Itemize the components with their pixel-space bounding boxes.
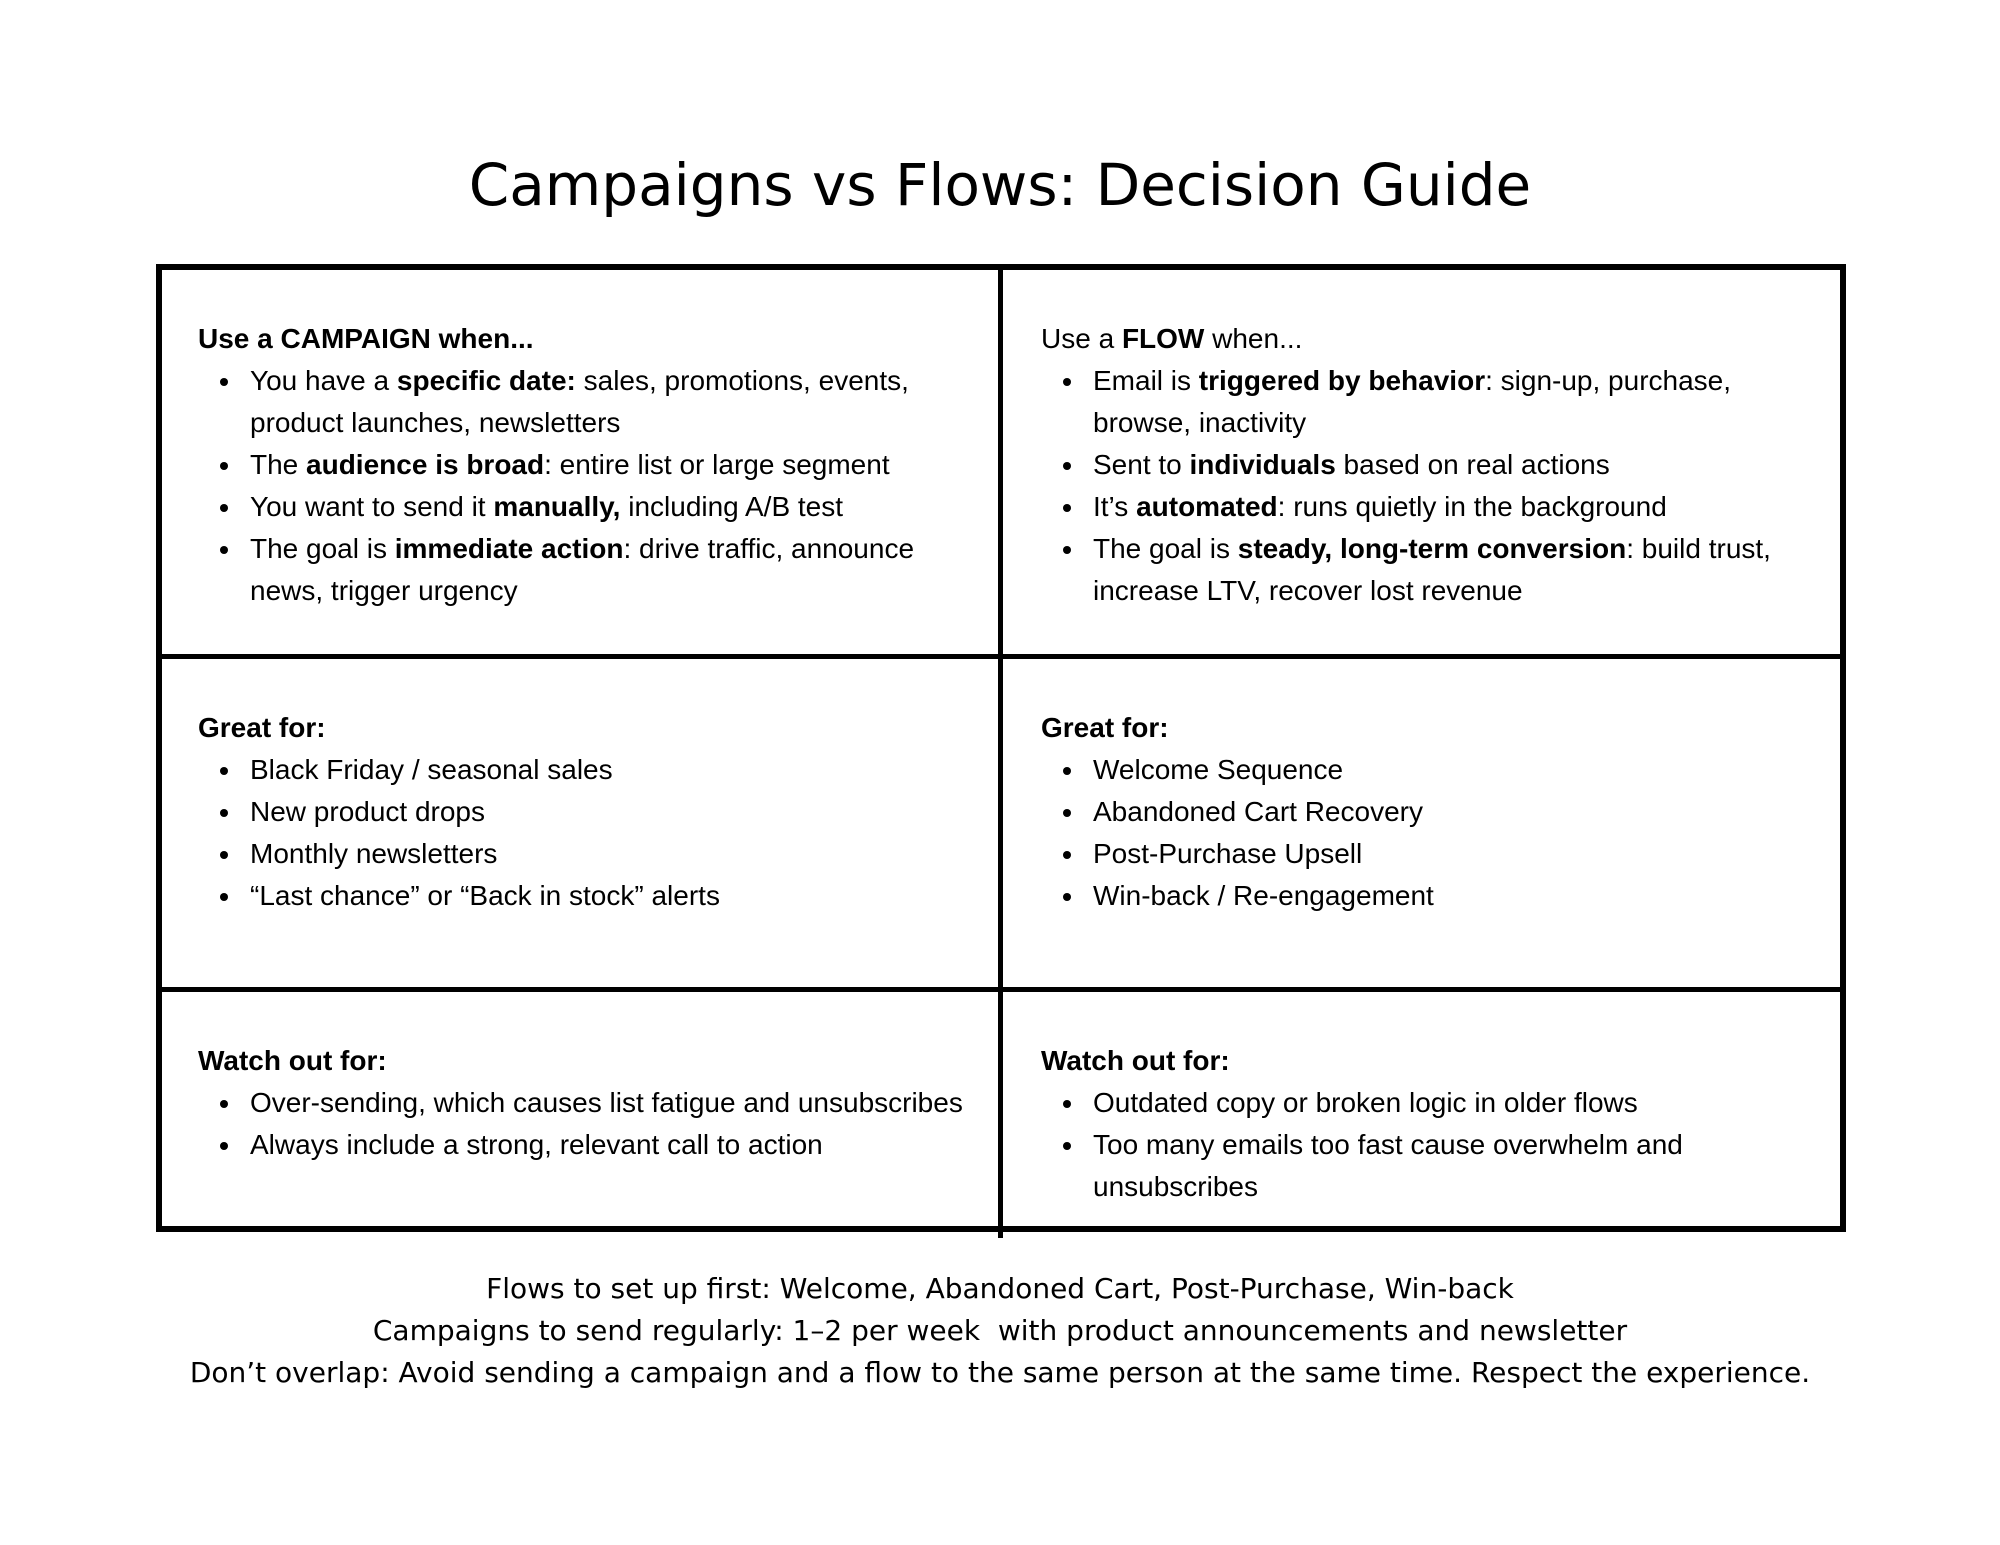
- flow-watch-cell: [1003, 992, 1846, 1238]
- flow-great-cell: [1003, 659, 1846, 992]
- list-item: Always include a strong, relevant call to action: [250, 1124, 978, 1166]
- campaign-use-heading: Use a CAMPAIGN when...: [198, 323, 534, 354]
- list-item: It’s automated: runs quietly in the background: [1093, 486, 1826, 528]
- flow-watch-list: [1041, 1082, 1826, 1208]
- list-item: Black Friday / seasonal sales: [250, 749, 978, 791]
- flow-use-cell: [1003, 270, 1846, 659]
- campaign-watch-cell: [162, 992, 1003, 1238]
- flow-watch-heading: Watch out for:: [1041, 1045, 1230, 1076]
- footer-line: Don’t overlap: Avoid sending a campaign and a flow to the same person at the same time. Respect the experience.: [189, 1356, 1811, 1389]
- list-item: Too many emails too fast cause overwhelm and unsubscribes: [1093, 1124, 1826, 1208]
- list-item: “Last chance” or “Back in stock” alerts: [250, 875, 978, 917]
- campaign-watch-list: [198, 1082, 978, 1166]
- campaign-great-cell: [162, 659, 1003, 992]
- page-title: Campaigns vs Flows: Decision Guide: [468, 151, 1532, 219]
- flow-use-heading: Use a FLOW when...: [1041, 323, 1303, 354]
- list-item: Over-sending, which causes list fatigue and unsubscribes: [250, 1082, 978, 1124]
- decision-table: [156, 264, 1846, 1232]
- footer-notes: [0, 1268, 2000, 1394]
- list-item: The goal is immediate action: drive traffic, announce news, trigger urgency: [250, 528, 978, 612]
- footer-line: Campaigns to send regularly: 1–2 per week with product announcements and newsletter: [372, 1314, 1628, 1347]
- campaign-use-cell: [162, 270, 1003, 659]
- list-item: Post-Purchase Upsell: [1093, 833, 1826, 875]
- list-item: The goal is steady, long-term conversion: build trust, increase LTV, recover lost revenue: [1093, 528, 1826, 612]
- list-item: The audience is broad: entire list or large segment: [250, 444, 978, 486]
- list-item: Outdated copy or broken logic in older flows: [1093, 1082, 1826, 1124]
- flow-great-list: [1041, 749, 1826, 917]
- footer-line: Flows to set up first: Welcome, Abandoned Cart, Post-Purchase, Win-back: [486, 1272, 1514, 1305]
- list-item: You want to send it manually, including A/B test: [250, 486, 978, 528]
- list-item: Sent to individuals based on real actions: [1093, 444, 1826, 486]
- flow-great-heading: Great for:: [1041, 712, 1169, 743]
- list-item: Welcome Sequence: [1093, 749, 1826, 791]
- list-item: Monthly newsletters: [250, 833, 978, 875]
- campaign-great-heading: Great for:: [198, 712, 326, 743]
- list-item: Email is triggered by behavior: sign-up, purchase, browse, inactivity: [1093, 360, 1826, 444]
- flow-use-list: [1041, 360, 1826, 612]
- campaign-use-list: [198, 360, 978, 612]
- list-item: Abandoned Cart Recovery: [1093, 791, 1826, 833]
- campaign-watch-heading: Watch out for:: [198, 1045, 387, 1076]
- list-item: New product drops: [250, 791, 978, 833]
- list-item: You have a specific date: sales, promotions, events, product launches, newsletters: [250, 360, 978, 444]
- campaign-great-list: [198, 749, 978, 917]
- list-item: Win-back / Re-engagement: [1093, 875, 1826, 917]
